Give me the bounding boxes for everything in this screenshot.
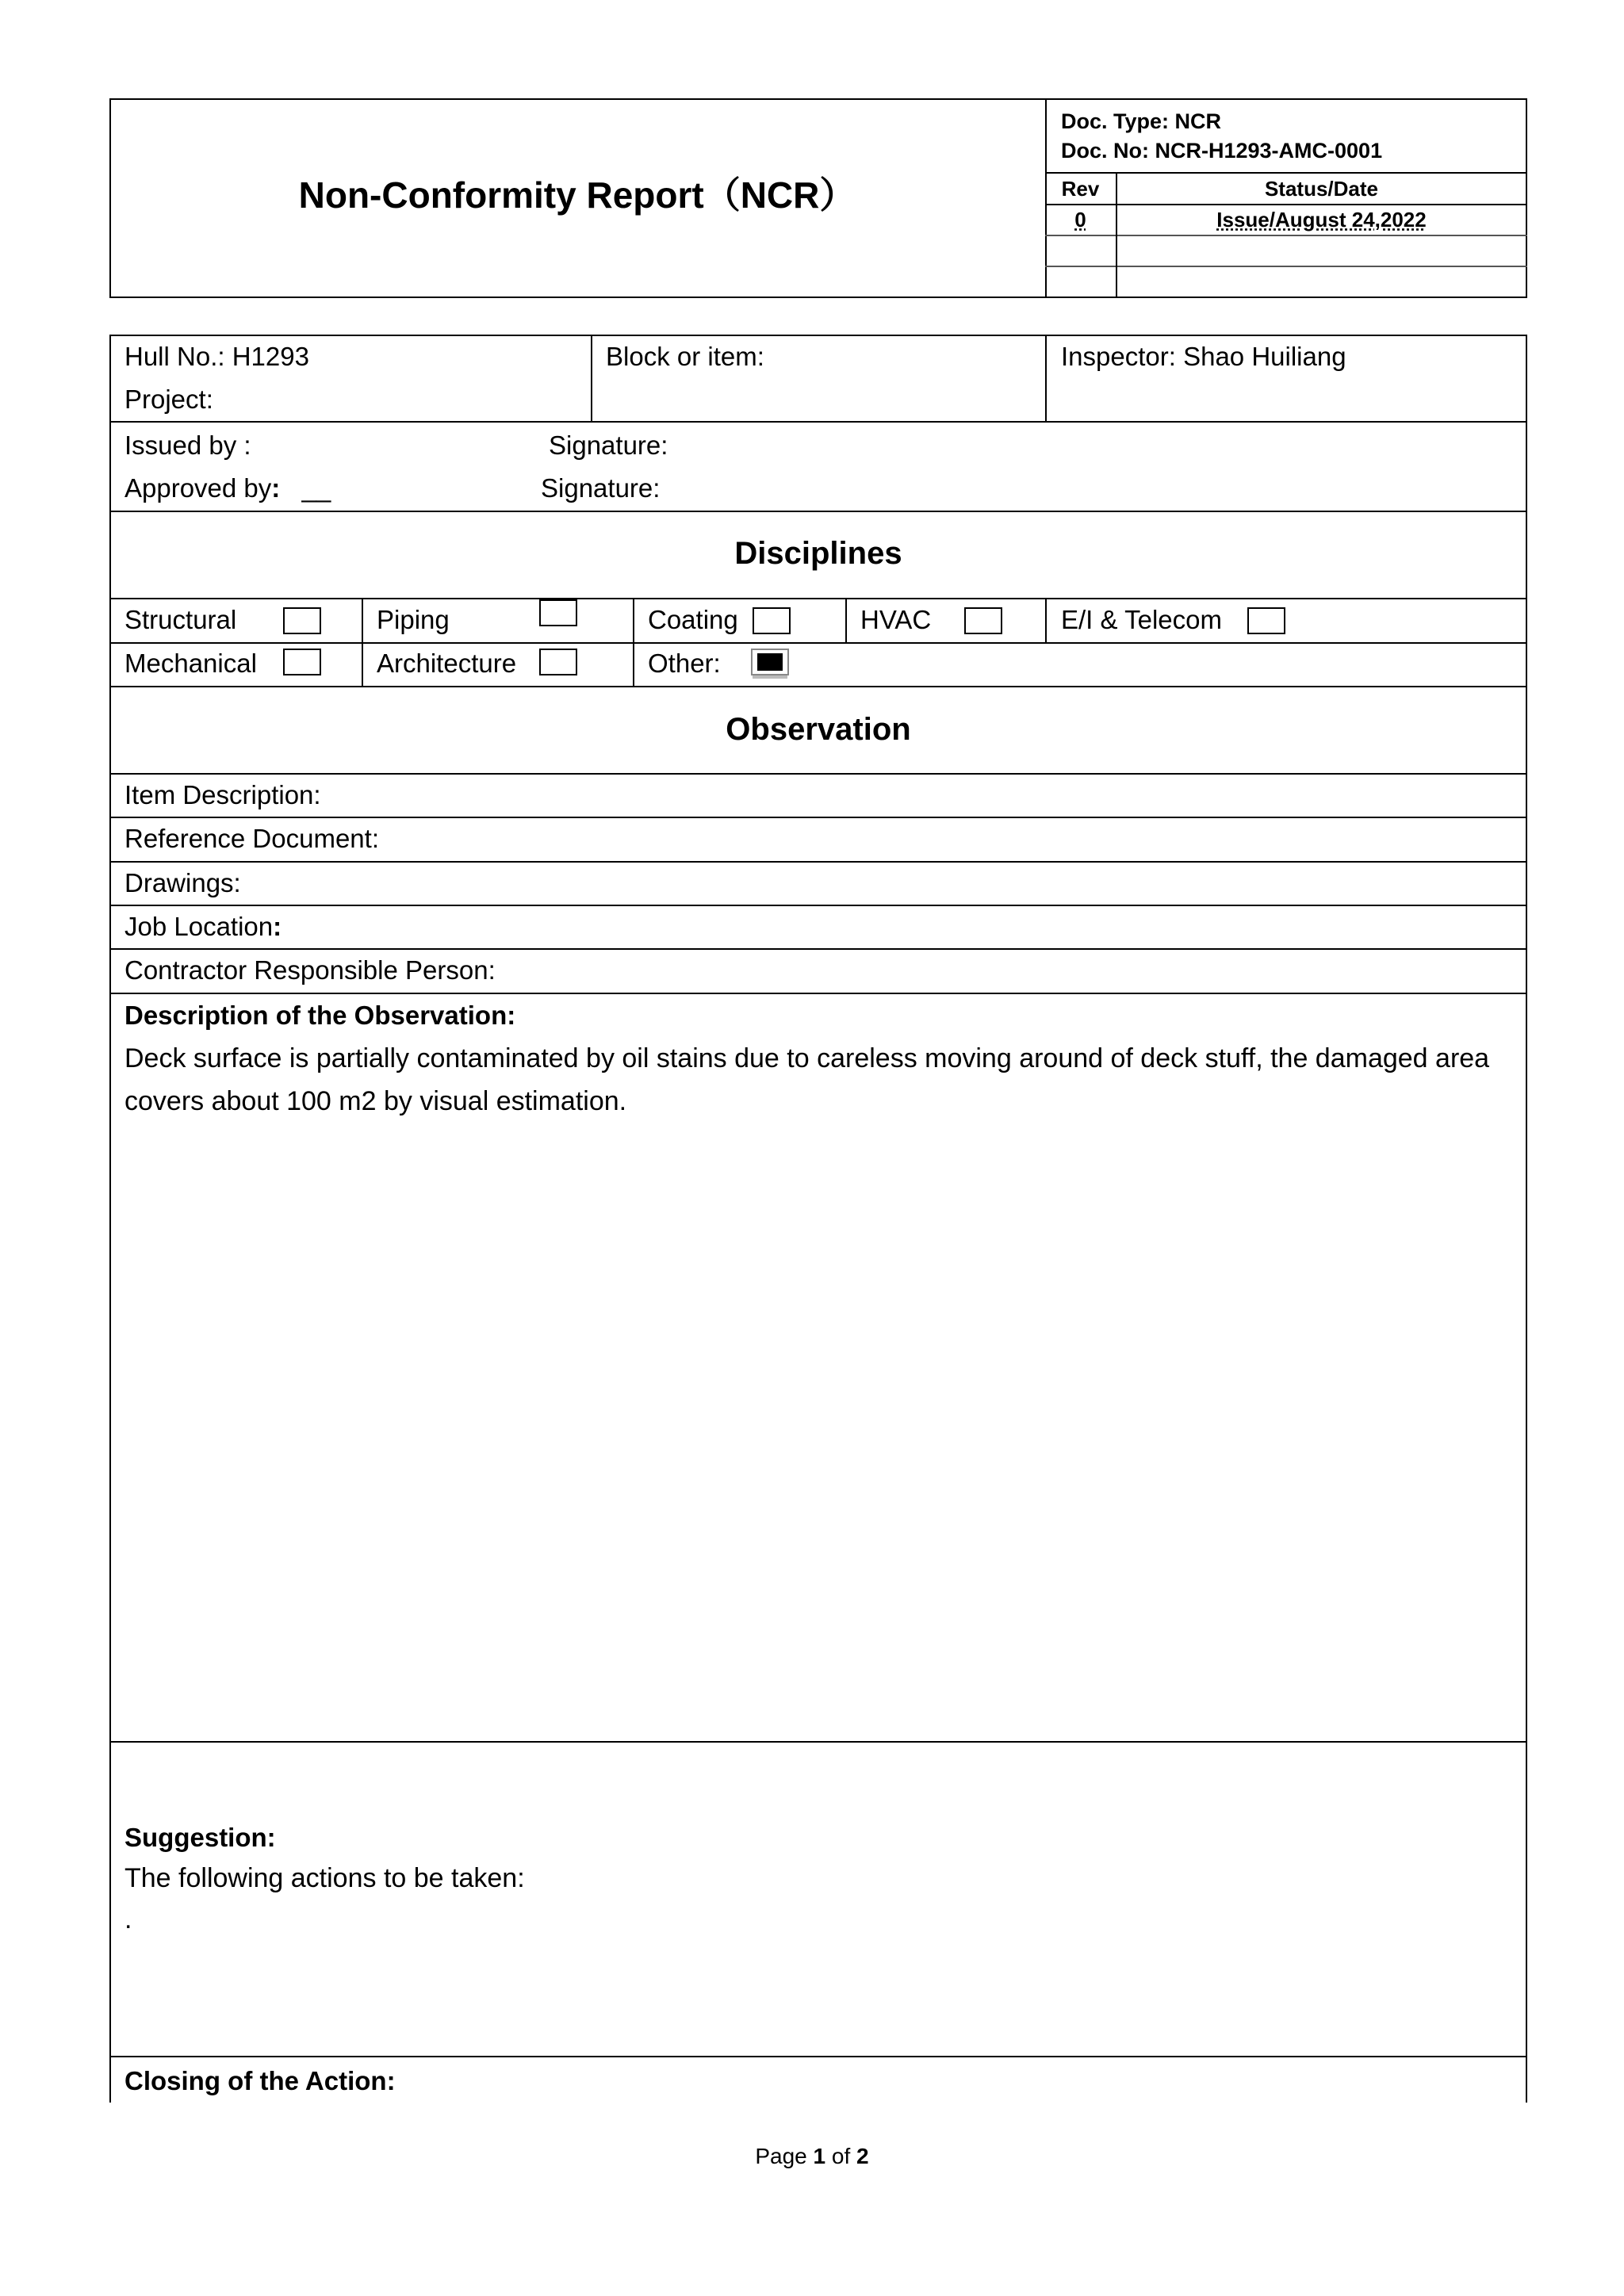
block-or-item-field: Block or item: bbox=[606, 342, 764, 371]
approved-signature-field: Signature: bbox=[541, 473, 661, 503]
row-rule bbox=[109, 2056, 1527, 2057]
job-location-colon: : bbox=[273, 912, 282, 941]
discipline-coating-checkbox[interactable] bbox=[753, 607, 791, 634]
project-field: Project: bbox=[124, 385, 213, 414]
row-rule bbox=[109, 773, 1527, 775]
job-location-label: Job Location bbox=[124, 912, 274, 941]
page-total: 2 bbox=[856, 2144, 869, 2168]
discipline-hvac-checkbox[interactable] bbox=[964, 607, 1002, 634]
suggestion-heading: Suggestion: bbox=[124, 1823, 276, 1852]
discipline-ei-telecom-checkbox[interactable] bbox=[1247, 607, 1285, 634]
observation-heading: Observation bbox=[726, 712, 911, 747]
rev-header: Rev bbox=[1061, 177, 1100, 201]
discipline-hvac-label: HVAC bbox=[860, 605, 932, 634]
approved-by-label: Approved by bbox=[124, 473, 272, 503]
row-rule bbox=[109, 948, 1527, 950]
reference-document-field: Reference Document: bbox=[124, 824, 379, 853]
page-title: Non-Conformity Report（NCR） bbox=[298, 174, 856, 216]
approved-by-colon: : bbox=[271, 473, 281, 503]
discipline-structural-label: Structural bbox=[124, 605, 237, 634]
discipline-mechanical-checkbox[interactable] bbox=[283, 649, 321, 675]
disc-divider bbox=[845, 598, 847, 642]
rev-value: 0 bbox=[1074, 208, 1086, 232]
item-description-field: Item Description: bbox=[124, 780, 321, 809]
doc-number: Doc. No: NCR-H1293-AMC-0001 bbox=[1061, 139, 1383, 163]
header-rule-4 bbox=[1045, 266, 1527, 267]
info-divider-2 bbox=[1045, 335, 1047, 421]
header-rule-3 bbox=[1045, 235, 1527, 236]
row-rule bbox=[109, 421, 1527, 423]
hull-number: Hull No.: H1293 bbox=[124, 342, 309, 371]
disc-divider bbox=[1045, 598, 1047, 642]
discipline-other-checkbox[interactable] bbox=[751, 649, 789, 675]
row-rule bbox=[109, 642, 1527, 644]
discipline-other-label: Other: bbox=[648, 649, 721, 678]
row-rule bbox=[109, 861, 1527, 863]
row-rule bbox=[109, 817, 1527, 818]
description-line-2: covers about 100 m2 by visual estimation. bbox=[124, 1086, 627, 1116]
discipline-mechanical-label: Mechanical bbox=[124, 649, 257, 678]
status-date-value: Issue/August 24,2022 bbox=[1216, 208, 1427, 232]
checkbox-shadow bbox=[753, 675, 787, 679]
checked-mark-icon bbox=[757, 653, 783, 671]
approved-by-blank: __ bbox=[301, 473, 331, 503]
discipline-piping-checkbox[interactable] bbox=[539, 599, 577, 626]
discipline-piping-label: Piping bbox=[377, 605, 450, 634]
row-rule bbox=[109, 686, 1527, 687]
issued-by-field: Issued by : bbox=[124, 430, 251, 460]
discipline-architecture-checkbox[interactable] bbox=[539, 649, 577, 675]
header-rule-1 bbox=[1045, 172, 1527, 174]
inspector-field: Inspector: Shao Huiliang bbox=[1061, 342, 1346, 371]
closing-heading: Closing of the Action: bbox=[124, 2066, 396, 2095]
job-location-field bbox=[124, 911, 282, 943]
doc-type: Doc. Type: NCR bbox=[1061, 109, 1222, 133]
description-line-1: Deck surface is partially contaminated by oil stains due to careless moving around of deck stuff, the damaged area bbox=[124, 1043, 1490, 1073]
row-rule bbox=[109, 598, 1527, 599]
discipline-structural-checkbox[interactable] bbox=[283, 607, 321, 634]
row-rule bbox=[109, 905, 1527, 906]
issued-signature-field: Signature: bbox=[549, 430, 668, 460]
page-footer bbox=[0, 2142, 1624, 2171]
drawings-field: Drawings: bbox=[124, 868, 241, 897]
discipline-architecture-label: Architecture bbox=[377, 649, 517, 678]
status-date-header: Status/Date bbox=[1264, 177, 1379, 201]
info-divider-1 bbox=[591, 335, 592, 421]
suggestion-line-1: The following actions to be taken: bbox=[124, 1863, 525, 1893]
row-rule bbox=[109, 511, 1527, 512]
disciplines-heading: Disciplines bbox=[734, 536, 902, 571]
row-rule bbox=[109, 1741, 1527, 1743]
form-table bbox=[109, 335, 1527, 2103]
suggestion-line-2: . bbox=[124, 1904, 132, 1934]
discipline-coating-label: Coating bbox=[648, 605, 738, 634]
row-rule bbox=[109, 993, 1527, 994]
description-heading: Description of the Observation: bbox=[124, 1001, 516, 1030]
approved-by-field bbox=[124, 473, 331, 504]
page-current: 1 bbox=[813, 2144, 826, 2168]
of-label: of bbox=[831, 2144, 851, 2168]
contractor-responsible-person-field: Contractor Responsible Person: bbox=[124, 955, 496, 985]
discipline-ei-telecom-label: E/I & Telecom bbox=[1061, 605, 1222, 634]
page-label: Page bbox=[755, 2144, 807, 2168]
